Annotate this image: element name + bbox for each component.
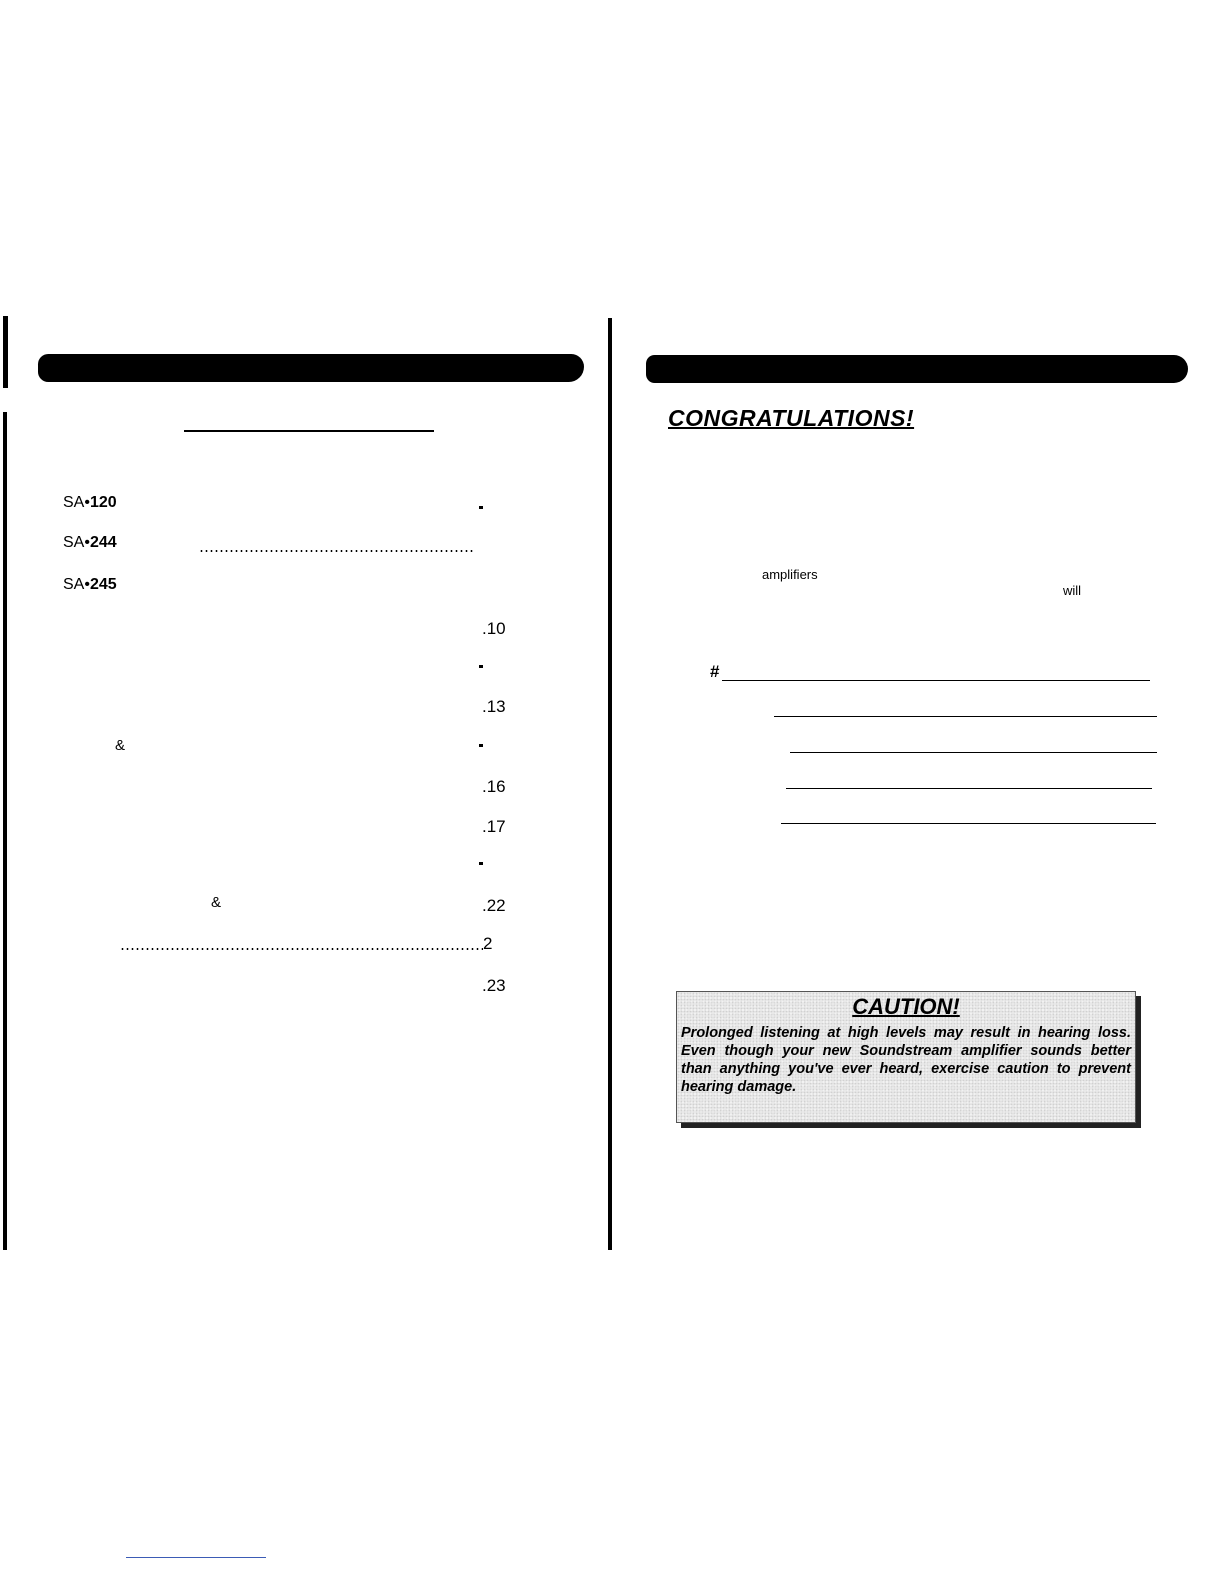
right-header-banner — [646, 355, 1188, 383]
caution-text: Prolonged listening at high levels may result in hearing loss. Even though your new Soundstream amplifier sounds better than anything you've ever heard, exercise caution to prevent hearing damage. — [681, 1025, 1131, 1095]
toc-page-number: 2 — [483, 934, 493, 953]
toc-dash — [479, 665, 483, 668]
form-line — [774, 716, 1157, 717]
bottom-underline — [126, 1557, 266, 1558]
form-line — [722, 680, 1150, 681]
toc-entry-model: 244 — [89, 534, 117, 551]
left-edge-bar-top — [3, 316, 8, 388]
word-will: will — [1063, 583, 1082, 598]
toc-entry-prefix: SA• — [63, 576, 90, 593]
toc-page-number: .13 — [482, 697, 506, 716]
toc-entry-sa245 — [63, 576, 117, 594]
toc-dash — [479, 744, 483, 747]
left-edge-bar — [3, 412, 7, 1250]
toc-ampersand: & — [115, 737, 126, 754]
toc-leader-dots — [120, 948, 483, 950]
spine-divider — [608, 318, 612, 1250]
caution-box — [676, 991, 1136, 1123]
toc-ampersand: & — [211, 894, 222, 911]
caution-title: CAUTION! — [852, 994, 960, 1019]
toc-page-number: .16 — [482, 777, 506, 796]
congratulations-heading: CONGRATULATIONS! — [668, 405, 915, 431]
toc-entry-model: 245 — [89, 576, 117, 593]
toc-leader-dots — [199, 550, 474, 552]
toc-page-number: .17 — [482, 817, 506, 836]
form-line — [781, 823, 1156, 824]
left-header-banner — [38, 354, 584, 382]
toc-entry-sa120 — [63, 494, 117, 512]
toc-page-number: .23 — [482, 976, 506, 995]
form-line — [790, 752, 1157, 753]
toc-dash — [479, 862, 483, 865]
toc-entry-prefix: SA• — [63, 534, 90, 551]
word-amplifiers: amplifiers — [762, 567, 818, 582]
toc-page-number: .22 — [482, 896, 506, 915]
toc-title-underline — [184, 430, 434, 432]
toc-page-number: .10 — [482, 619, 506, 638]
toc-dash — [479, 506, 483, 509]
toc-entry-sa244 — [63, 534, 117, 552]
form-line — [786, 788, 1152, 789]
toc-entry-model: 120 — [89, 494, 117, 511]
toc-entry-prefix: SA• — [63, 494, 90, 511]
serial-number-hash: # — [710, 662, 720, 681]
